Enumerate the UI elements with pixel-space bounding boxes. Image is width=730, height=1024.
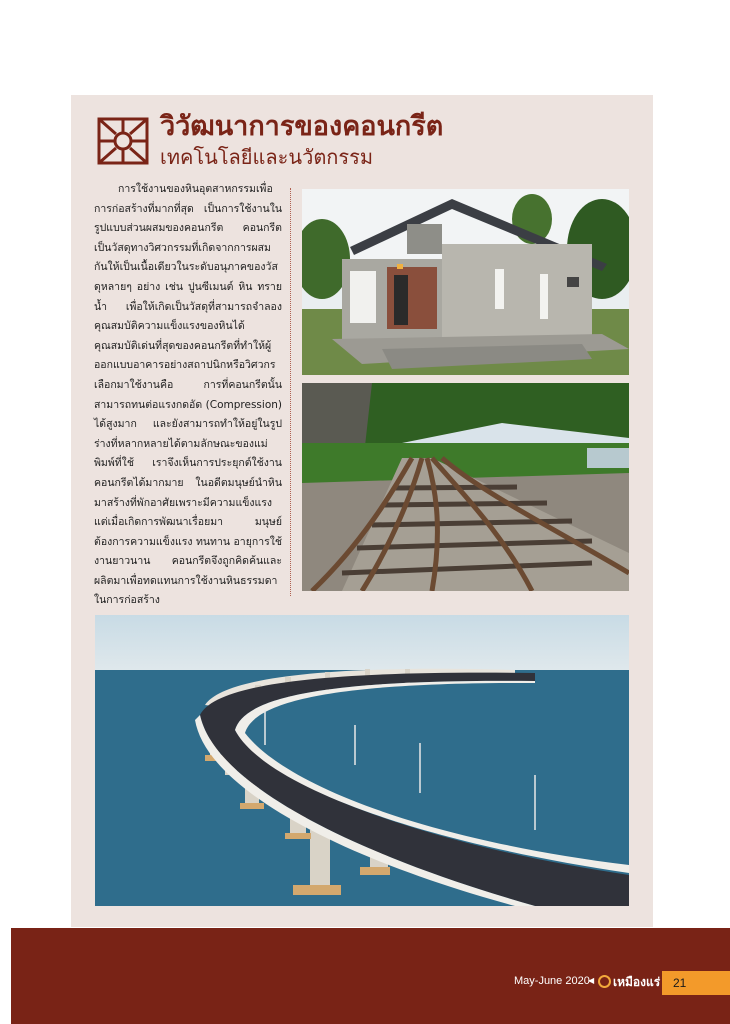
article-subtitle: เทคโนโลยีและนวัตกรรม [160, 145, 374, 169]
column-divider [290, 188, 291, 596]
article-paragraph: การใช้งานของหินอุตสาหกรรมเพื่อการก่อสร้างที่มากที่สุด เป็นการใช้งานในรูปแบบส่วนผสมของคอนกรีต คอนกรีตเป็นวัสดุทางวิศวกรรมที่เกิดจากการผสมกันให้เป็นเนื้อเดียวในระดับอนุภาคของวัสดุหลายๆ อย่าง เช่น ปูนซีเมนต์ หิน ทราย น้ำ เพื่อให้เกิดเป็นวัสดุที่สามารถจำลองคุณสมบัติความแข็งแรงของหินได้ คุณสมบัติเด่นที่สุดของคอนกรีตที่ทำให้ผู้ออกแบบอาคารอย่างสถาปนิกหรือวิศวกรเลือกมาใช้งานคือ การที่คอนกรีตนั้นสามารถทนต่อแรงกดอัด (Compression) ได้สูงมาก และยังสามารถทำให้อยู่ในรูปร่างที่หลากหลายได้ตามลักษณะของแม่พิมพ์ที่ใช้ เราจึงเห็นการประยุกต์ใช้งานคอนกรีตได้มากมาย ในอดีตมนุษย์นำหินมาสร้างที่พักอาศัยเพราะมีความแข็งแรง แต่เมื่อเกิดการพัฒนาเรื่อยมา มนุษย์ต้องการความแข็งแรง ทนทาน อายุการใช้งานยาวนาน คอนกรีตจึงถูกคิดค้นและผลิตมาเพื่อทดแทนการใช้งานหินธรรมดาในการก่อสร้าง [94, 183, 282, 607]
footer-brand [598, 973, 660, 992]
brand-logo-icon [598, 975, 611, 988]
footer-arrow-icon: ◀ [588, 976, 595, 985]
concrete-house-photo [302, 189, 629, 375]
sea-bridge-photo [95, 615, 629, 906]
article-title: วิวัฒนาการของคอนกรีต [160, 111, 444, 142]
article-logo-icon [94, 114, 152, 168]
page-number: 21 [662, 971, 730, 995]
footer-brand-name: เหมืองแร่ [613, 975, 661, 989]
footer-issue-date: May-June 2020 [514, 975, 590, 987]
railway-photo [302, 383, 629, 591]
article-body [94, 180, 282, 611]
